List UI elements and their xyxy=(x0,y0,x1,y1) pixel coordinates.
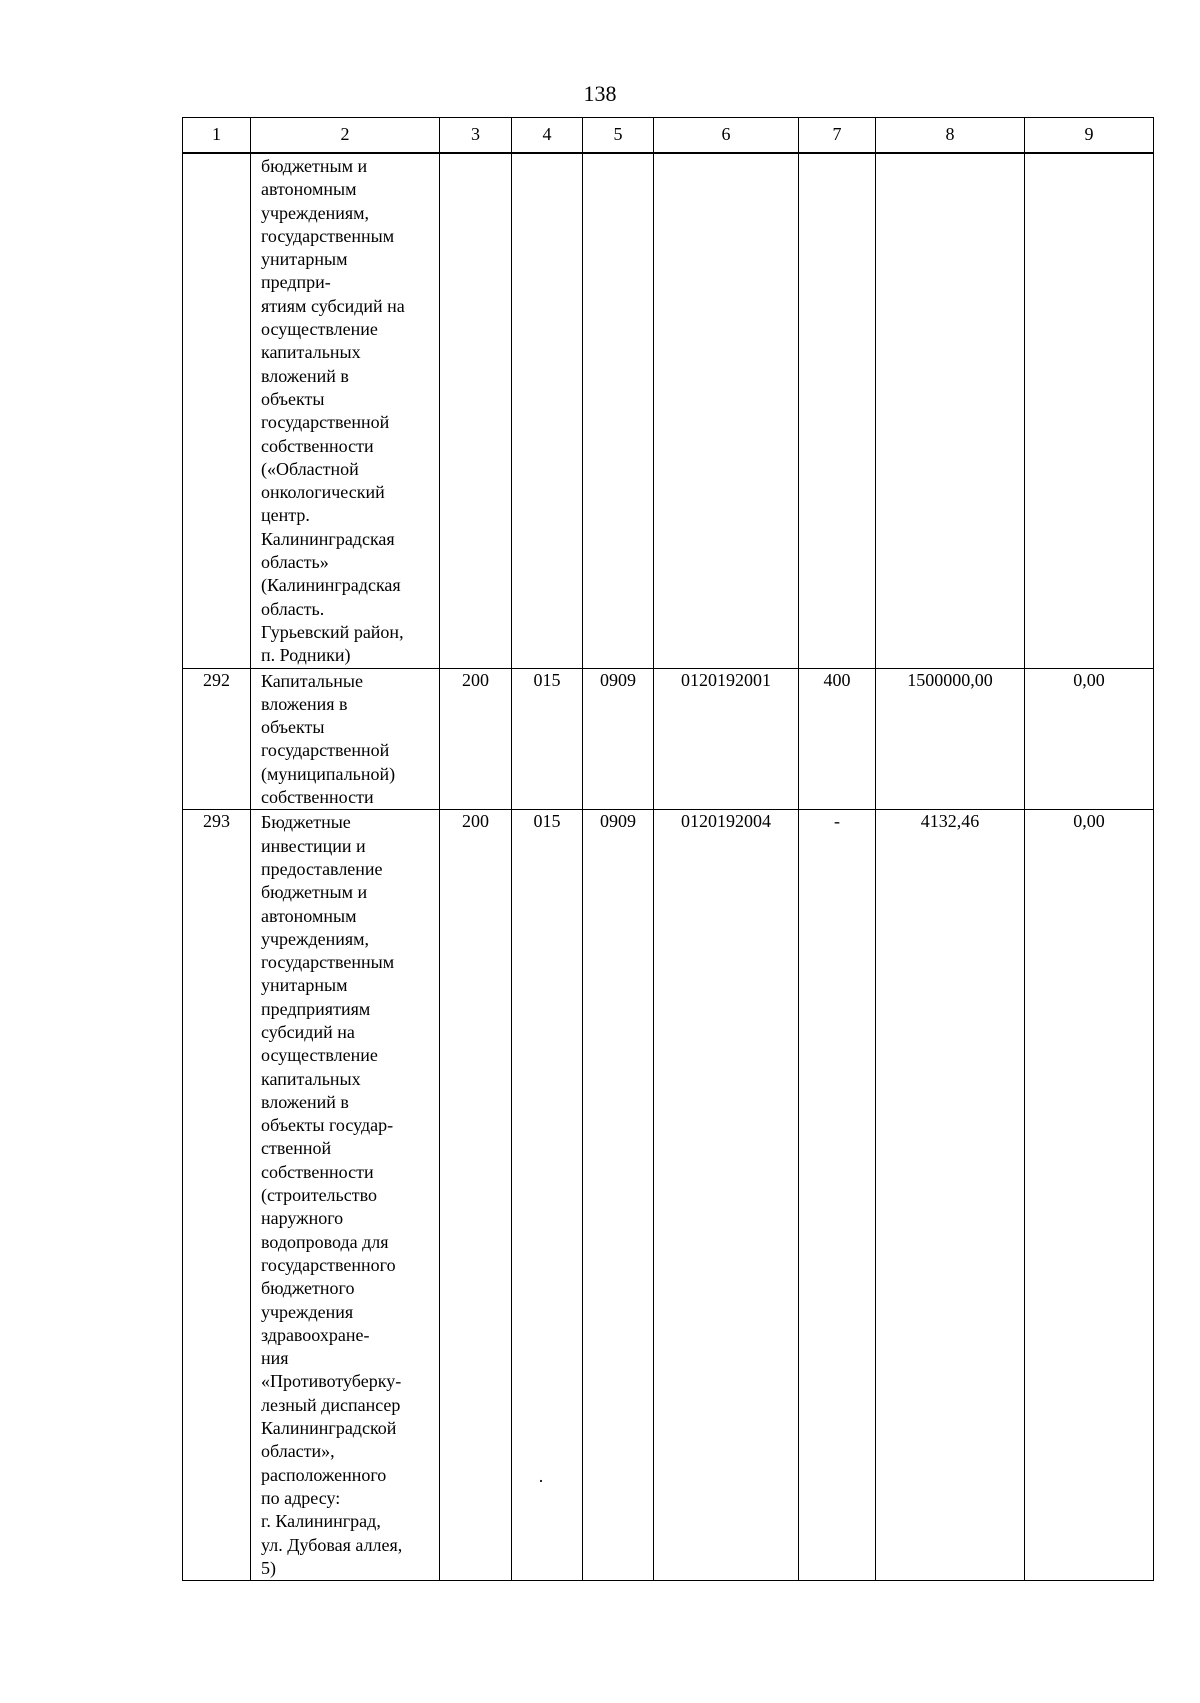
description-line: области», xyxy=(261,1441,335,1462)
description-line: Гурьевский район, xyxy=(261,621,404,642)
description-line: государственным xyxy=(261,952,395,973)
cell-col-4 xyxy=(512,153,583,668)
description-line: 5) xyxy=(261,1557,276,1578)
description-line: Бюджетные xyxy=(261,812,351,833)
description-line: объекты xyxy=(261,388,325,409)
description-line: ятиям субсидий на xyxy=(261,295,405,316)
budget-table xyxy=(182,117,1154,1581)
cell-col-5: 0909 xyxy=(583,668,654,810)
header-col-2: 2 xyxy=(251,118,440,154)
description-line: учреждениям, xyxy=(261,928,370,949)
description-line: объекты xyxy=(261,717,325,738)
table-row xyxy=(183,810,1154,1581)
row-description xyxy=(251,668,440,810)
description-line: вложения в xyxy=(261,693,348,714)
cell-col-3 xyxy=(440,153,512,668)
cell-col-9: 0,00 xyxy=(1025,668,1154,810)
description-line: «Противотуберку- xyxy=(261,1371,402,1392)
description-line: (Калининградская xyxy=(261,575,401,596)
header-col-9: 9 xyxy=(1025,118,1154,154)
cell-col-3: 200 xyxy=(440,668,512,810)
description-line: предприятиям xyxy=(261,998,371,1019)
table-row xyxy=(183,668,1154,810)
scan-dot: · xyxy=(538,1471,544,1491)
table-row xyxy=(183,153,1154,668)
description-line: ственной xyxy=(261,1138,332,1159)
header-col-6: 6 xyxy=(654,118,799,154)
description-line: («Областной xyxy=(261,458,359,479)
description-line: вложений в xyxy=(261,365,349,386)
cell-col-6: 0120192001 xyxy=(654,668,799,810)
cell-col-8: 1500000,00 xyxy=(876,668,1025,810)
description-line: ул. Дубовая аллея, xyxy=(261,1534,403,1555)
description-line: наружного xyxy=(261,1208,344,1229)
description-line: учреждениям, xyxy=(261,202,370,223)
header-col-1: 1 xyxy=(183,118,251,154)
description-line: онкологический xyxy=(261,482,385,503)
row-description xyxy=(251,810,440,1581)
description-line: по адресу: xyxy=(261,1487,341,1508)
description-line: (муниципальной) xyxy=(261,763,396,784)
header-col-5: 5 xyxy=(583,118,654,154)
description-line: государственного xyxy=(261,1254,396,1275)
header-col-3: 3 xyxy=(440,118,512,154)
description-line: унитарным xyxy=(261,975,348,996)
page-number: 138 xyxy=(583,81,617,106)
description-line: Капитальные xyxy=(261,670,363,691)
table-body xyxy=(183,153,1154,1581)
description-line: Калининградская xyxy=(261,528,395,549)
description-line: собственности xyxy=(261,435,374,456)
description-line: унитарным xyxy=(261,249,348,270)
description-line: государственной xyxy=(261,740,390,761)
description-line: вложений в xyxy=(261,1091,349,1112)
cell-col-9 xyxy=(1025,153,1154,668)
description-line: Калининградской xyxy=(261,1418,397,1439)
description-line: инвестиции и xyxy=(261,835,366,856)
cell-col-6: 0120192004 xyxy=(654,810,799,1581)
cell-col-7 xyxy=(799,153,876,668)
description-line: осуществление xyxy=(261,1045,378,1066)
description-line: капитальных xyxy=(261,342,361,363)
description-line: область. xyxy=(261,598,325,619)
row-number xyxy=(183,153,251,668)
cell-col-5: 0909 xyxy=(583,810,654,1581)
header-row xyxy=(183,118,1154,154)
description-line: учреждения xyxy=(261,1301,354,1322)
description-line: область» xyxy=(261,552,329,573)
description-line: объекты государ- xyxy=(261,1115,394,1136)
header-col-7: 7 xyxy=(799,118,876,154)
cell-col-6 xyxy=(654,153,799,668)
description-line: п. Родники) xyxy=(261,645,351,666)
cell-col-8 xyxy=(876,153,1025,668)
description-line: предоставление xyxy=(261,858,383,879)
description-line: расположенного xyxy=(261,1464,387,1485)
description-line: бюджетным и xyxy=(261,882,368,903)
row-number: 292 xyxy=(183,668,251,810)
description-line: водопровода для xyxy=(261,1231,389,1252)
description-line: г. Калининград, xyxy=(261,1511,381,1532)
description-line: здравоохране- xyxy=(261,1324,370,1345)
header-col-8: 8 xyxy=(876,118,1025,154)
cell-col-4: 015 xyxy=(512,668,583,810)
cell-col-7: - xyxy=(799,810,876,1581)
row-number: 293 xyxy=(183,810,251,1581)
cell-col-7: 400 xyxy=(799,668,876,810)
row-description xyxy=(251,153,440,668)
description-line: собственности xyxy=(261,1161,374,1182)
description-line: бюджетного xyxy=(261,1278,355,1299)
description-line: ния xyxy=(261,1348,289,1369)
description-line: собственности xyxy=(261,787,374,808)
description-line: бюджетным и xyxy=(261,156,368,176)
cell-col-3: 200 xyxy=(440,810,512,1581)
description-line: лезный диспансер xyxy=(261,1394,401,1415)
description-line: (строительство xyxy=(261,1185,377,1206)
description-line: государственным xyxy=(261,225,395,246)
description-line: автономным xyxy=(261,905,357,926)
cell-col-4: 015 xyxy=(512,810,583,1581)
cell-col-9: 0,00 xyxy=(1025,810,1154,1581)
description-line: осуществление xyxy=(261,319,378,340)
description-line: субсидий на xyxy=(261,1021,355,1042)
description-line: автономным xyxy=(261,179,357,200)
cell-col-5 xyxy=(583,153,654,668)
description-line: центр. xyxy=(261,505,310,526)
description-line: капитальных xyxy=(261,1068,361,1089)
description-line: предпри- xyxy=(261,272,331,293)
cell-col-8: 4132,46 xyxy=(876,810,1025,1581)
description-line: государственной xyxy=(261,412,390,433)
header-col-4: 4 xyxy=(512,118,583,154)
